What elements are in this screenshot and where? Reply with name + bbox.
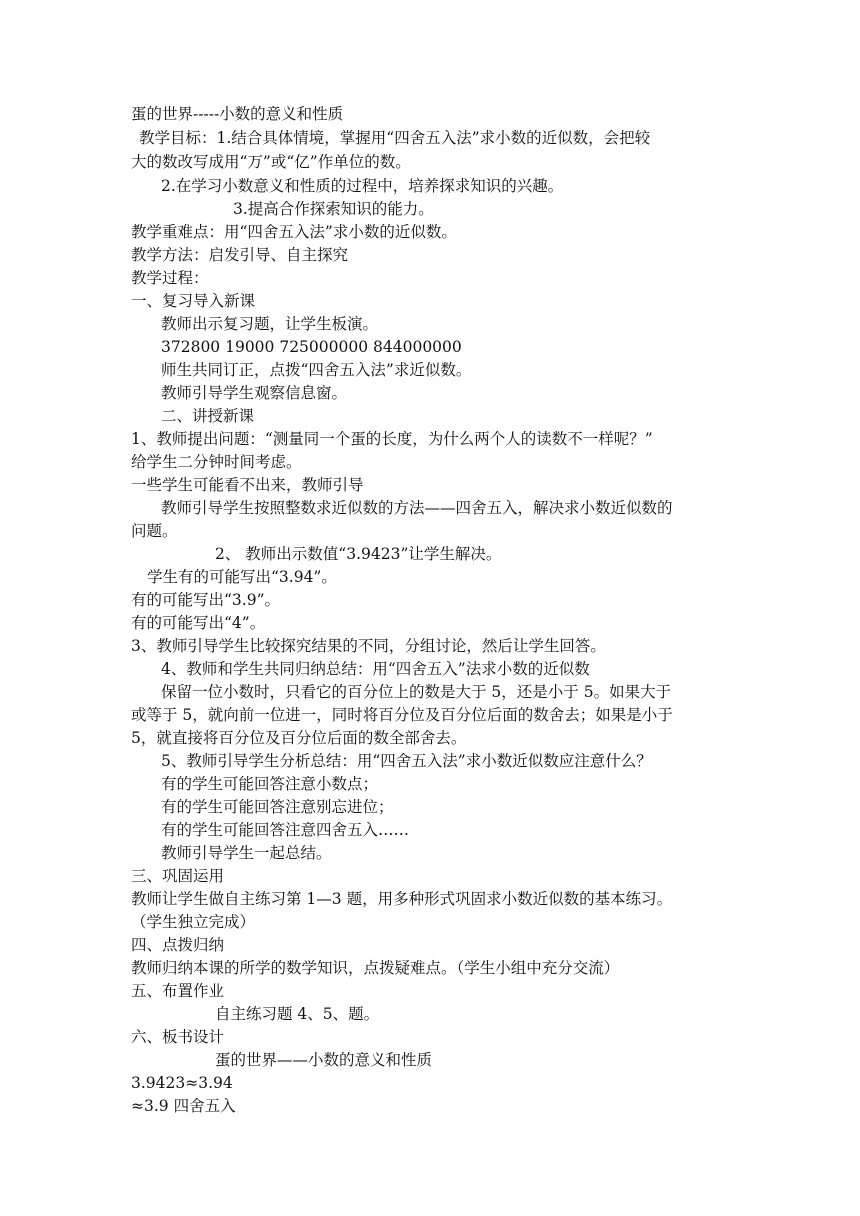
paragraph: （学生独立完成） — [131, 913, 256, 931]
paragraph: 或等于 5，就向前一位进一，同时将百分位及百分位后面的数舍去；如果是小于 — [131, 706, 673, 724]
paragraph: 给学生二分钟时间考虑。 — [131, 453, 302, 471]
section-2-heading: 二、讲授新课 — [161, 407, 255, 425]
paragraph: 教师引导学生按照整数求近似数的方法——四舍五入，解决求小数近似数的 — [161, 499, 673, 517]
teaching-goal-2: 2.在学习小数意义和性质的过程中，培养探求知识的兴趣。 — [161, 177, 564, 195]
paragraph: 有的学生可能回答注意四舍五入…… — [161, 821, 410, 839]
paragraph: 有的可能写出“3.9”。 — [131, 591, 280, 609]
paragraph: 教师引导学生观察信息窗。 — [161, 384, 348, 402]
section-3-heading: 三、巩固运用 — [131, 867, 225, 885]
paragraph: 1、教师提出问题：“测量同一个蛋的长度，为什么两个人的读数不一样呢？” — [131, 430, 653, 448]
paragraph: 有的学生可能回答注意别忘进位； — [161, 798, 394, 816]
teaching-goal-1: 教学目标：1.结合具体情境，掌握用“四舍五入法”求小数的近似数，会把较 — [139, 129, 651, 147]
paragraph: 2、 教师出示数值“3.9423”让学生解决。 — [215, 545, 502, 563]
paragraph: 5，就直接将百分位及百分位后面的数全部舍去。 — [131, 729, 467, 747]
paragraph: 自主练习题 4、5、题。 — [215, 1005, 380, 1023]
paragraph: 教师让学生做自主练习第 1—3 题，用多种形式巩固求小数近似数的基本练习。 — [131, 890, 673, 908]
paragraph: 3、教师引导学生比较探究结果的不同，分组讨论，然后让学生回答。 — [131, 637, 606, 655]
blackboard-line: ≈3.9 四舍五入 — [131, 1097, 236, 1115]
key-points: 教学重难点：用“四舍五入法”求小数的近似数。 — [131, 223, 457, 241]
paragraph: 4、教师和学生共同归纳总结：用“四舍五入”法求小数的近似数 — [161, 660, 590, 678]
paragraph: 师生共同订正，点拨“四舍五入法”求近似数。 — [161, 361, 472, 379]
paragraph: 教师引导学生一起总结。 — [161, 844, 332, 862]
paragraph: 有的学生可能回答注意小数点； — [161, 775, 379, 793]
blackboard-line: 3.9423≈3.94 — [131, 1074, 233, 1092]
teaching-process-heading: 教学过程： — [131, 269, 209, 287]
review-numbers: 372800 19000 725000000 844000000 — [161, 338, 462, 356]
paragraph: 教师出示复习题，让学生板演。 — [161, 315, 379, 333]
teaching-goal-1-cont: 大的数改写成用“万”或“亿”作单位的数。 — [131, 153, 411, 171]
section-4-heading: 四、点拨归纳 — [131, 936, 225, 954]
paragraph: 有的可能写出“4”。 — [131, 614, 266, 632]
paragraph: 学生有的可能写出“3.94”。 — [147, 568, 337, 586]
paragraph: 教师归纳本课的所学的数学知识，点拨疑难点。（学生小组中充分交流） — [131, 959, 620, 977]
section-6-heading: 六、板书设计 — [131, 1028, 225, 1046]
section-1-heading: 一、复习导入新课 — [131, 292, 256, 310]
document-title: 蛋的世界-----小数的意义和性质 — [131, 105, 344, 123]
teaching-goal-3: 3.提高合作探索知识的能力。 — [233, 200, 434, 218]
blackboard-title: 蛋的世界——小数的意义和性质 — [215, 1051, 433, 1069]
paragraph: 一些学生可能看不出来，教师引导 — [131, 476, 364, 494]
paragraph: 保留一位小数时，只看它的百分位上的数是大于 5，还是小于 5。如果大于 — [161, 683, 672, 701]
paragraph: 5、教师引导学生分析总结：用“四舍五入法”求小数近似数应注意什么？ — [161, 752, 652, 770]
section-5-heading: 五、布置作业 — [131, 982, 225, 1000]
paragraph: 问题。 — [131, 522, 178, 540]
teaching-method: 教学方法：启发引导、自主探究 — [131, 246, 349, 264]
